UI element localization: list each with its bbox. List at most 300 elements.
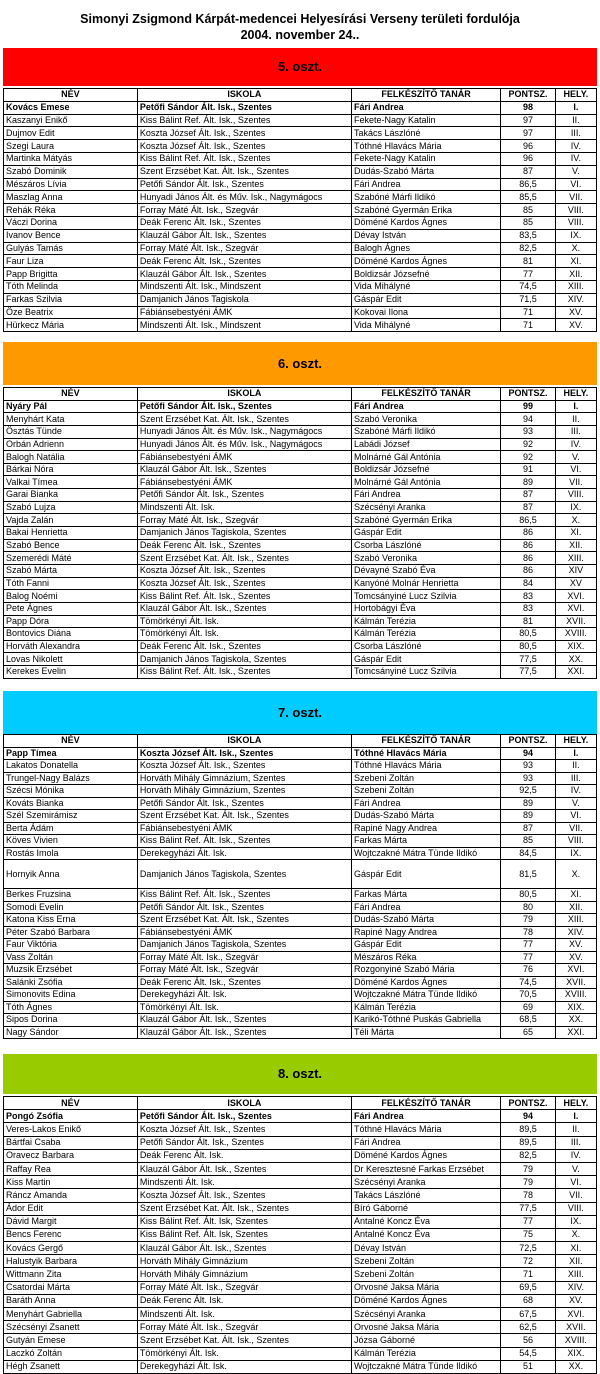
cell-rank: X. bbox=[555, 860, 596, 889]
cell-teacher: Karikó-Tóthné Puskás Gabriella bbox=[351, 1014, 500, 1027]
table-row bbox=[4, 1360, 597, 1373]
cell-school: Klauzál Gábor Ált. Isk., Szentes bbox=[137, 602, 351, 615]
cell-points: 81 bbox=[501, 615, 556, 628]
cell-teacher: Tóthné Hlavács Mária bbox=[351, 140, 500, 153]
cell-teacher: Antalné Koncz Éva bbox=[351, 1215, 500, 1228]
cell-rank: XIII. bbox=[555, 280, 596, 293]
cell-points: 72,5 bbox=[501, 1242, 556, 1255]
cell-rank: XV bbox=[555, 577, 596, 590]
cell-name: Tóth Ágnes bbox=[4, 1001, 138, 1014]
cell-points: 71 bbox=[501, 306, 556, 319]
cell-school: Szent Erzsébet Kat. Ált. Isk., Szentes bbox=[137, 413, 351, 426]
cell-teacher: Dévayné Szabó Éva bbox=[351, 564, 500, 577]
grade-banner: 6. oszt. bbox=[3, 342, 597, 385]
cell-school: Koszta József Ált. Isk., Szentes bbox=[137, 564, 351, 577]
cell-points: 74,5 bbox=[501, 280, 556, 293]
cell-rank: VII. bbox=[555, 1189, 596, 1202]
cell-name: Szécsi Mónika bbox=[4, 785, 138, 798]
table-header-row bbox=[4, 735, 597, 748]
header-school: ISKOLA bbox=[137, 388, 351, 401]
cell-school: Fábiánsebestyéni ÁMK bbox=[137, 822, 351, 835]
cell-school: Mindszenti Ált. Isk., Mindszent bbox=[137, 280, 351, 293]
cell-school: Kiss Bálint Ref. Ált. Isk, Szentes bbox=[137, 1215, 351, 1228]
cell-teacher: Antalné Koncz Éva bbox=[351, 1228, 500, 1241]
cell-school: Horváth Mihály Gimnázium, Szentes bbox=[137, 772, 351, 785]
cell-school: Kiss Bálint Ref. Ált. Isk., Szentes bbox=[137, 666, 351, 679]
cell-school: Hunyadi János Ált. és Műv. Isk., Nagymágocs bbox=[137, 191, 351, 204]
table-row bbox=[4, 951, 597, 964]
cell-name: Szabó Bence bbox=[4, 539, 138, 552]
cell-name: Muzsik Erzsébet bbox=[4, 964, 138, 977]
cell-teacher: Molnárné Gál Antónia bbox=[351, 476, 500, 489]
table-row bbox=[4, 114, 597, 127]
cell-points: 89 bbox=[501, 797, 556, 810]
table-row bbox=[4, 101, 597, 114]
cell-school: Koszta József Ált. Isk., Szentes bbox=[137, 1123, 351, 1136]
cell-school: Kiss Bálint Ref. Ált. Isk., Szentes bbox=[137, 152, 351, 165]
table-row bbox=[4, 476, 597, 489]
cell-name: Sipos Dorina bbox=[4, 1014, 138, 1027]
cell-teacher: Tóthné Hlavács Mária bbox=[351, 760, 500, 773]
cell-school: Koszta József Ált. Isk., Szentes bbox=[137, 577, 351, 590]
cell-school: Mindszenti Ált. Isk. bbox=[137, 501, 351, 514]
table-row bbox=[4, 602, 597, 615]
cell-school: Petőfi Sándor Ált. Isk., Szentes bbox=[137, 901, 351, 914]
table-row bbox=[4, 914, 597, 927]
cell-name: Menyhárt Gabriella bbox=[4, 1308, 138, 1321]
cell-teacher: Farkas Márta bbox=[351, 835, 500, 848]
cell-points: 86,5 bbox=[501, 178, 556, 191]
table-row bbox=[4, 1176, 597, 1189]
cell-school: Forray Máté Ált. Isk., Szegvár bbox=[137, 951, 351, 964]
cell-points: 86 bbox=[501, 564, 556, 577]
cell-school: Damjanich János Tagiskola, Szentes bbox=[137, 527, 351, 540]
cell-points: 77,5 bbox=[501, 1202, 556, 1215]
cell-name: Martinka Mátyás bbox=[4, 152, 138, 165]
cell-name: Pongó Zsófia bbox=[4, 1110, 138, 1123]
cell-teacher: Fári Andrea bbox=[351, 1136, 500, 1149]
cell-school: Tömörkényi Ált. Isk. bbox=[137, 615, 351, 628]
cell-rank: I. bbox=[555, 400, 596, 413]
cell-name: Somodi Evelin bbox=[4, 901, 138, 914]
cell-name: Salánki Zsófia bbox=[4, 976, 138, 989]
cell-teacher: Wojtczakné Mátra Tünde Ildikó bbox=[351, 989, 500, 1002]
table-row bbox=[4, 527, 597, 540]
cell-rank: III. bbox=[555, 1136, 596, 1149]
cell-teacher: Takács Lászlóné bbox=[351, 127, 500, 140]
table-row bbox=[4, 847, 597, 860]
table-row bbox=[4, 785, 597, 798]
cell-name: Balog Noémi bbox=[4, 590, 138, 603]
table-row bbox=[4, 1136, 597, 1149]
table-row bbox=[4, 501, 597, 514]
table-row bbox=[4, 1215, 597, 1228]
cell-rank: XI. bbox=[555, 889, 596, 902]
cell-name: Bontovics Diána bbox=[4, 628, 138, 641]
header-school: ISKOLA bbox=[137, 89, 351, 102]
cell-name: Veres-Lakos Enikő bbox=[4, 1123, 138, 1136]
cell-teacher: Kálmán Terézia bbox=[351, 1001, 500, 1014]
cell-points: 80,5 bbox=[501, 628, 556, 641]
cell-points: 85,5 bbox=[501, 191, 556, 204]
cell-teacher: Kálmán Terézia bbox=[351, 615, 500, 628]
results-table bbox=[3, 1096, 597, 1374]
cell-points: 87 bbox=[501, 501, 556, 514]
cell-name: Vajda Zalán bbox=[4, 514, 138, 527]
cell-rank: V. bbox=[555, 165, 596, 178]
cell-teacher: Szebeni Zoltán bbox=[351, 1268, 500, 1281]
cell-teacher: Tomcsányiné Lucz Szilvia bbox=[351, 666, 500, 679]
cell-teacher: Dévay István bbox=[351, 1242, 500, 1255]
cell-name: Hornyik Anna bbox=[4, 860, 138, 889]
cell-teacher: Csorba Lászlóné bbox=[351, 640, 500, 653]
cell-teacher: Szécsényi Aranka bbox=[351, 501, 500, 514]
cell-name: Bencs Ferenc bbox=[4, 1228, 138, 1241]
cell-school: Petőfi Sándor Ált. Isk., Szentes bbox=[137, 1136, 351, 1149]
cell-name: Dávid Margit bbox=[4, 1215, 138, 1228]
table-row bbox=[4, 901, 597, 914]
cell-teacher: Döméné Kardos Ágnes bbox=[351, 255, 500, 268]
cell-points: 89 bbox=[501, 810, 556, 823]
cell-rank: III. bbox=[555, 425, 596, 438]
cell-name: Csatordai Márta bbox=[4, 1281, 138, 1294]
cell-teacher: Dudás-Szabó Márta bbox=[351, 165, 500, 178]
cell-rank: XI. bbox=[555, 1242, 596, 1255]
cell-rank: VII. bbox=[555, 822, 596, 835]
cell-rank: I. bbox=[555, 747, 596, 760]
cell-teacher: Szécsényi Aranka bbox=[351, 1176, 500, 1189]
cell-rank: IV. bbox=[555, 1149, 596, 1162]
cell-points: 97 bbox=[501, 114, 556, 127]
cell-school: Damjanich János Tagiskola, Szentes bbox=[137, 653, 351, 666]
table-row bbox=[4, 1255, 597, 1268]
cell-points: 54,5 bbox=[501, 1347, 556, 1360]
cell-teacher: Fekete-Nagy Katalin bbox=[351, 152, 500, 165]
cell-teacher: Vida Mihályné bbox=[351, 280, 500, 293]
grade-banner: 5. oszt. bbox=[3, 48, 597, 86]
cell-points: 85 bbox=[501, 204, 556, 217]
cell-rank: XVII. bbox=[555, 976, 596, 989]
cell-name: Szegi Laura bbox=[4, 140, 138, 153]
cell-rank: I. bbox=[555, 101, 596, 114]
cell-name: Garai Bianka bbox=[4, 489, 138, 502]
cell-rank: X. bbox=[555, 514, 596, 527]
cell-rank: XVII. bbox=[555, 1321, 596, 1334]
cell-name: Tóth Fanni bbox=[4, 577, 138, 590]
cell-rank: XX. bbox=[555, 1014, 596, 1027]
table-header-row bbox=[4, 89, 597, 102]
cell-school: Derekegyházi Ált. Isk. bbox=[137, 989, 351, 1002]
table-row bbox=[4, 1123, 597, 1136]
cell-teacher: Tóthné Hlavács Mária bbox=[351, 1123, 500, 1136]
cell-name: Halustyik Barbara bbox=[4, 1255, 138, 1268]
cell-teacher: Fári Andrea bbox=[351, 178, 500, 191]
table-row bbox=[4, 747, 597, 760]
cell-rank: II. bbox=[555, 1123, 596, 1136]
cell-points: 74,5 bbox=[501, 976, 556, 989]
cell-school: Fábiánsebestyéni ÁMK bbox=[137, 926, 351, 939]
cell-name: Rehák Réka bbox=[4, 204, 138, 217]
cell-teacher: Csorba Lászlóné bbox=[351, 539, 500, 552]
cell-points: 87 bbox=[501, 489, 556, 502]
cell-points: 79 bbox=[501, 1176, 556, 1189]
cell-rank: XII. bbox=[555, 901, 596, 914]
cell-rank: XI. bbox=[555, 527, 596, 540]
cell-teacher: Fári Andrea bbox=[351, 400, 500, 413]
cell-rank: XVI. bbox=[555, 602, 596, 615]
table-row bbox=[4, 1294, 597, 1307]
cell-rank: XVI. bbox=[555, 1308, 596, 1321]
cell-teacher: Takács Lászlóné bbox=[351, 1189, 500, 1202]
table-row bbox=[4, 628, 597, 641]
cell-points: 89,5 bbox=[501, 1123, 556, 1136]
cell-teacher: Szebeni Zoltán bbox=[351, 1255, 500, 1268]
cell-rank: XVIII. bbox=[555, 1334, 596, 1347]
cell-points: 77 bbox=[501, 951, 556, 964]
cell-rank: XIII. bbox=[555, 1268, 596, 1281]
table-row bbox=[4, 822, 597, 835]
cell-rank: XII. bbox=[555, 1255, 596, 1268]
cell-points: 79 bbox=[501, 914, 556, 927]
cell-points: 84,5 bbox=[501, 847, 556, 860]
cell-points: 86 bbox=[501, 552, 556, 565]
cell-school: Kiss Bálint Ref. Ált. Isk., Szentes bbox=[137, 835, 351, 848]
cell-school: Klauzál Gábor Ált. Isk., Szentes bbox=[137, 1026, 351, 1039]
cell-school: Kiss Bálint Ref. Ált. Isk., Szentes bbox=[137, 889, 351, 902]
cell-name: Bakai Henrietta bbox=[4, 527, 138, 540]
cell-name: Kerekes Evelin bbox=[4, 666, 138, 679]
cell-name: Ösztás Tünde bbox=[4, 425, 138, 438]
cell-points: 71,5 bbox=[501, 293, 556, 306]
table-row bbox=[4, 835, 597, 848]
cell-teacher: Fári Andrea bbox=[351, 1110, 500, 1123]
table-row bbox=[4, 1347, 597, 1360]
cell-name: Lovas Nikolett bbox=[4, 653, 138, 666]
header-rank: HELY. bbox=[555, 388, 596, 401]
cell-points: 77 bbox=[501, 939, 556, 952]
cell-teacher: Molnárné Gál Antónia bbox=[351, 451, 500, 464]
cell-rank: V. bbox=[555, 1162, 596, 1175]
cell-school: Damjanich János Tagiskola, Szentes bbox=[137, 860, 351, 889]
table-row bbox=[4, 413, 597, 426]
cell-teacher: Hortobágyi Éva bbox=[351, 602, 500, 615]
cell-school: Koszta József Ált. Isk., Szentes bbox=[137, 140, 351, 153]
cell-school: Petőfi Sándor Ált. Isk., Szentes bbox=[137, 400, 351, 413]
cell-rank: XIII. bbox=[555, 552, 596, 565]
cell-points: 77,5 bbox=[501, 653, 556, 666]
cell-school: Klauzál Gábor Ált. Isk., Szentes bbox=[137, 1162, 351, 1175]
table-row bbox=[4, 191, 597, 204]
cell-teacher: Vida Mihályné bbox=[351, 319, 500, 332]
cell-school: Hunyadi János Ált. és Műv. Isk., Nagymágocs bbox=[137, 438, 351, 451]
cell-teacher: Bíró Gáborné bbox=[351, 1202, 500, 1215]
cell-teacher: Szabó Veronika bbox=[351, 413, 500, 426]
cell-name: Szabó Lujza bbox=[4, 501, 138, 514]
cell-teacher: Dévay István bbox=[351, 229, 500, 242]
cell-school: Horváth Mihály Gimnázium, Szentes bbox=[137, 785, 351, 798]
cell-points: 84 bbox=[501, 577, 556, 590]
cell-points: 83 bbox=[501, 590, 556, 603]
cell-teacher: Tomcsányiné Lucz Szilvia bbox=[351, 590, 500, 603]
table-row bbox=[4, 797, 597, 810]
cell-points: 89,5 bbox=[501, 1136, 556, 1149]
cell-teacher: Boldizsár Józsefné bbox=[351, 268, 500, 281]
cell-rank: III. bbox=[555, 772, 596, 785]
cell-teacher: Szabóné Gyermán Erika bbox=[351, 514, 500, 527]
cell-rank: V. bbox=[555, 451, 596, 464]
cell-points: 99 bbox=[501, 400, 556, 413]
cell-teacher: Gáspár Edit bbox=[351, 653, 500, 666]
cell-name: Vass Zoltán bbox=[4, 951, 138, 964]
cell-name: Szabó Márta bbox=[4, 564, 138, 577]
cell-teacher: Fári Andrea bbox=[351, 901, 500, 914]
cell-rank: VI. bbox=[555, 810, 596, 823]
results-table bbox=[3, 734, 597, 1039]
cell-rank: II. bbox=[555, 114, 596, 127]
cell-points: 93 bbox=[501, 760, 556, 773]
cell-rank: XIII. bbox=[555, 914, 596, 927]
cell-rank: XIV. bbox=[555, 1281, 596, 1294]
cell-name: Simonovits Edina bbox=[4, 989, 138, 1002]
cell-points: 81,5 bbox=[501, 860, 556, 889]
cell-rank: XIV. bbox=[555, 926, 596, 939]
table-row bbox=[4, 615, 597, 628]
header-rank: HELY. bbox=[555, 89, 596, 102]
cell-rank: XI. bbox=[555, 255, 596, 268]
cell-points: 92 bbox=[501, 438, 556, 451]
cell-name: Nagy Sándor bbox=[4, 1026, 138, 1039]
cell-points: 79 bbox=[501, 1162, 556, 1175]
cell-points: 69 bbox=[501, 1001, 556, 1014]
cell-school: Petőfi Sándor Ált. Isk., Szentes bbox=[137, 1110, 351, 1123]
cell-rank: V. bbox=[555, 797, 596, 810]
cell-rank: X. bbox=[555, 1228, 596, 1241]
cell-points: 56 bbox=[501, 1334, 556, 1347]
cell-points: 62,5 bbox=[501, 1321, 556, 1334]
cell-school: Horváth Mihály Gimnázium bbox=[137, 1255, 351, 1268]
table-row bbox=[4, 666, 597, 679]
table-row bbox=[4, 1110, 597, 1123]
grade-banner: 7. oszt. bbox=[3, 691, 597, 735]
cell-name: Maszlag Anna bbox=[4, 191, 138, 204]
results-table bbox=[3, 387, 597, 679]
cell-name: Öze Beatrix bbox=[4, 306, 138, 319]
cell-points: 94 bbox=[501, 1110, 556, 1123]
table-row bbox=[4, 772, 597, 785]
cell-name: Wittmann Zita bbox=[4, 1268, 138, 1281]
cell-name: Péter Szabó Barbara bbox=[4, 926, 138, 939]
cell-points: 78 bbox=[501, 926, 556, 939]
header-teacher: FELKÉSZÍTŐ TANÁR bbox=[351, 89, 500, 102]
cell-points: 67,5 bbox=[501, 1308, 556, 1321]
cell-name: Lakatos Donatella bbox=[4, 760, 138, 773]
cell-teacher: Kanyóné Molnár Henrietta bbox=[351, 577, 500, 590]
cell-name: Szemerédi Máté bbox=[4, 552, 138, 565]
table-row bbox=[4, 268, 597, 281]
cell-rank: XVII. bbox=[555, 615, 596, 628]
cell-name: Szécsényi Zsanett bbox=[4, 1321, 138, 1334]
cell-points: 86 bbox=[501, 527, 556, 540]
cell-rank: VIII. bbox=[555, 204, 596, 217]
cell-points: 68 bbox=[501, 1294, 556, 1307]
table-row bbox=[4, 1189, 597, 1202]
table-row bbox=[4, 1321, 597, 1334]
table-row bbox=[4, 889, 597, 902]
cell-points: 51 bbox=[501, 1360, 556, 1373]
cell-name: Dujmov Edit bbox=[4, 127, 138, 140]
cell-points: 94 bbox=[501, 747, 556, 760]
cell-rank: XVIII. bbox=[555, 628, 596, 641]
cell-points: 92 bbox=[501, 451, 556, 464]
cell-name: Rostás Imola bbox=[4, 847, 138, 860]
table-row bbox=[4, 425, 597, 438]
cell-name: Berta Ádám bbox=[4, 822, 138, 835]
cell-school: Derekegyházi Ált. Isk. bbox=[137, 1360, 351, 1373]
table-row bbox=[4, 760, 597, 773]
cell-name: Ádor Edit bbox=[4, 1202, 138, 1215]
header-teacher: FELKÉSZÍTŐ TANÁR bbox=[351, 735, 500, 748]
cell-rank: XVIII. bbox=[555, 989, 596, 1002]
cell-school: Petőfi Sándor Ált. Isk., Szentes bbox=[137, 178, 351, 191]
cell-rank: II. bbox=[555, 413, 596, 426]
cell-rank: VII. bbox=[555, 476, 596, 489]
cell-school: Szent Erzsébet Kat. Ált. Isk., Szentes bbox=[137, 1334, 351, 1347]
table-row bbox=[4, 1228, 597, 1241]
cell-school: Deák Ferenc Ált. Isk. bbox=[137, 1149, 351, 1162]
table-row bbox=[4, 152, 597, 165]
cell-school: Kiss Bálint Ref. Ált. Isk, Szentes bbox=[137, 1228, 351, 1241]
cell-points: 92,5 bbox=[501, 785, 556, 798]
cell-name: Baráth Anna bbox=[4, 1294, 138, 1307]
cell-name: Menyhárt Kata bbox=[4, 413, 138, 426]
cell-school: Forray Máté Ált. Isk., Szegvár bbox=[137, 1321, 351, 1334]
cell-school: Petőfi Sándor Ált. Isk., Szentes bbox=[137, 489, 351, 502]
table-row bbox=[4, 165, 597, 178]
cell-name: Tóth Melinda bbox=[4, 280, 138, 293]
cell-rank: IX. bbox=[555, 229, 596, 242]
table-row bbox=[4, 1281, 597, 1294]
cell-teacher: Boldizsár Józsefné bbox=[351, 463, 500, 476]
cell-rank: XIX. bbox=[555, 1347, 596, 1360]
cell-points: 70,5 bbox=[501, 989, 556, 1002]
cell-school: Deák Ferenc Ált. Isk., Szentes bbox=[137, 539, 351, 552]
cell-school: Kiss Bálint Ref. Ált. Isk., Szentes bbox=[137, 114, 351, 127]
header-teacher: FELKÉSZÍTŐ TANÁR bbox=[351, 1097, 500, 1110]
cell-teacher: Döméné Kardos Ágnes bbox=[351, 216, 500, 229]
cell-name: Köves Vivien bbox=[4, 835, 138, 848]
cell-teacher: Szécsényi Aranka bbox=[351, 1308, 500, 1321]
cell-points: 98 bbox=[501, 101, 556, 114]
cell-school: Forray Máté Ált. Isk., Szegvár bbox=[137, 242, 351, 255]
cell-rank: XVI. bbox=[555, 964, 596, 977]
cell-teacher: Téli Márta bbox=[351, 1026, 500, 1039]
table-row bbox=[4, 1162, 597, 1175]
table-row bbox=[4, 653, 597, 666]
cell-rank: IV. bbox=[555, 785, 596, 798]
cell-name: Trungel-Nagy Balázs bbox=[4, 772, 138, 785]
cell-rank: I. bbox=[555, 1110, 596, 1123]
cell-teacher: Fári Andrea bbox=[351, 489, 500, 502]
cell-name: Hürkecz Mária bbox=[4, 319, 138, 332]
cell-name: Váczi Dorina bbox=[4, 216, 138, 229]
cell-rank: XXI. bbox=[555, 1026, 596, 1039]
cell-school: Deák Ferenc Ált. Isk. bbox=[137, 1294, 351, 1307]
table-row bbox=[4, 438, 597, 451]
cell-school: Mindszenti Ált. Isk. bbox=[137, 1176, 351, 1189]
cell-teacher: Rozgonyiné Szabó Mária bbox=[351, 964, 500, 977]
header-school: ISKOLA bbox=[137, 735, 351, 748]
cell-name: Valkai Tímea bbox=[4, 476, 138, 489]
